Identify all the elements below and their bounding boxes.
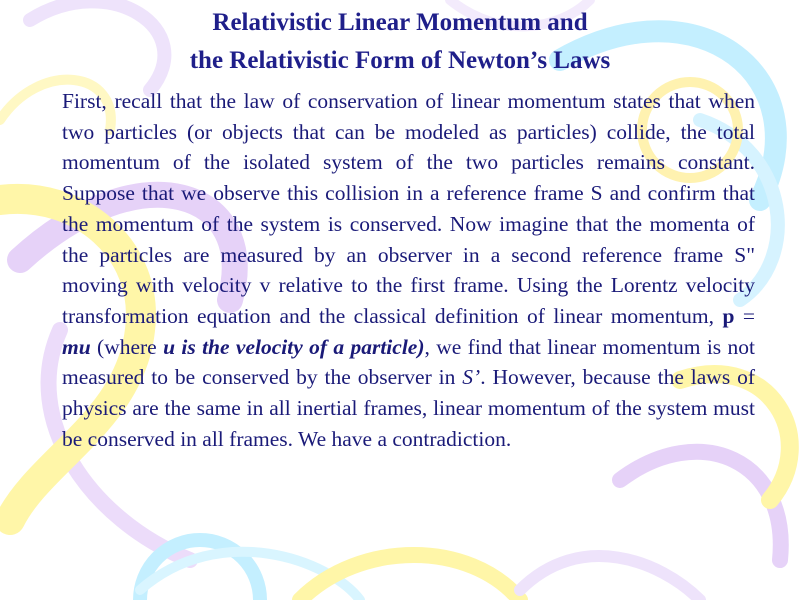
body-text-part1: First, recall that the law of conservation of linear momentum states that when two particles (or objects that can be modeled as particles) collide, the total momentum of the isolated system of the two particles remains constant. Suppose that we observe this collision in a reference frame S and confirm that the momentum of the system is conserved. Now imagine that the momenta of the particles are measured by an observer in a second reference frame S" moving with velocity v relative to the first frame. Using the Lorentz velocity transformation equation and the classical definition of linear momentum, — [62, 89, 755, 328]
slide-title-line1: Relativistic Linear Momentum and — [212, 9, 588, 36]
body-paragraph — [62, 86, 755, 454]
velocity-definition: u is the velocity of a particle) — [163, 334, 425, 359]
equals-sign: = — [734, 303, 755, 328]
body-text-part3: , we find that linear momentum is not measured to be conserved by the observer in — [62, 334, 755, 390]
body-text-part2: (where — [90, 334, 164, 359]
slide-title-line2: the Relativistic Form of Newton’s Laws — [189, 47, 611, 74]
momentum-symbol: p — [722, 303, 735, 328]
frame-symbol: S’ — [462, 365, 481, 390]
mu-expression: mu — [62, 334, 91, 359]
body-text-part4: . However, because the laws of physics are the same in all inertial frames, linear momentum of the system must be conserved in all frames. We have a contradiction. — [62, 365, 755, 451]
